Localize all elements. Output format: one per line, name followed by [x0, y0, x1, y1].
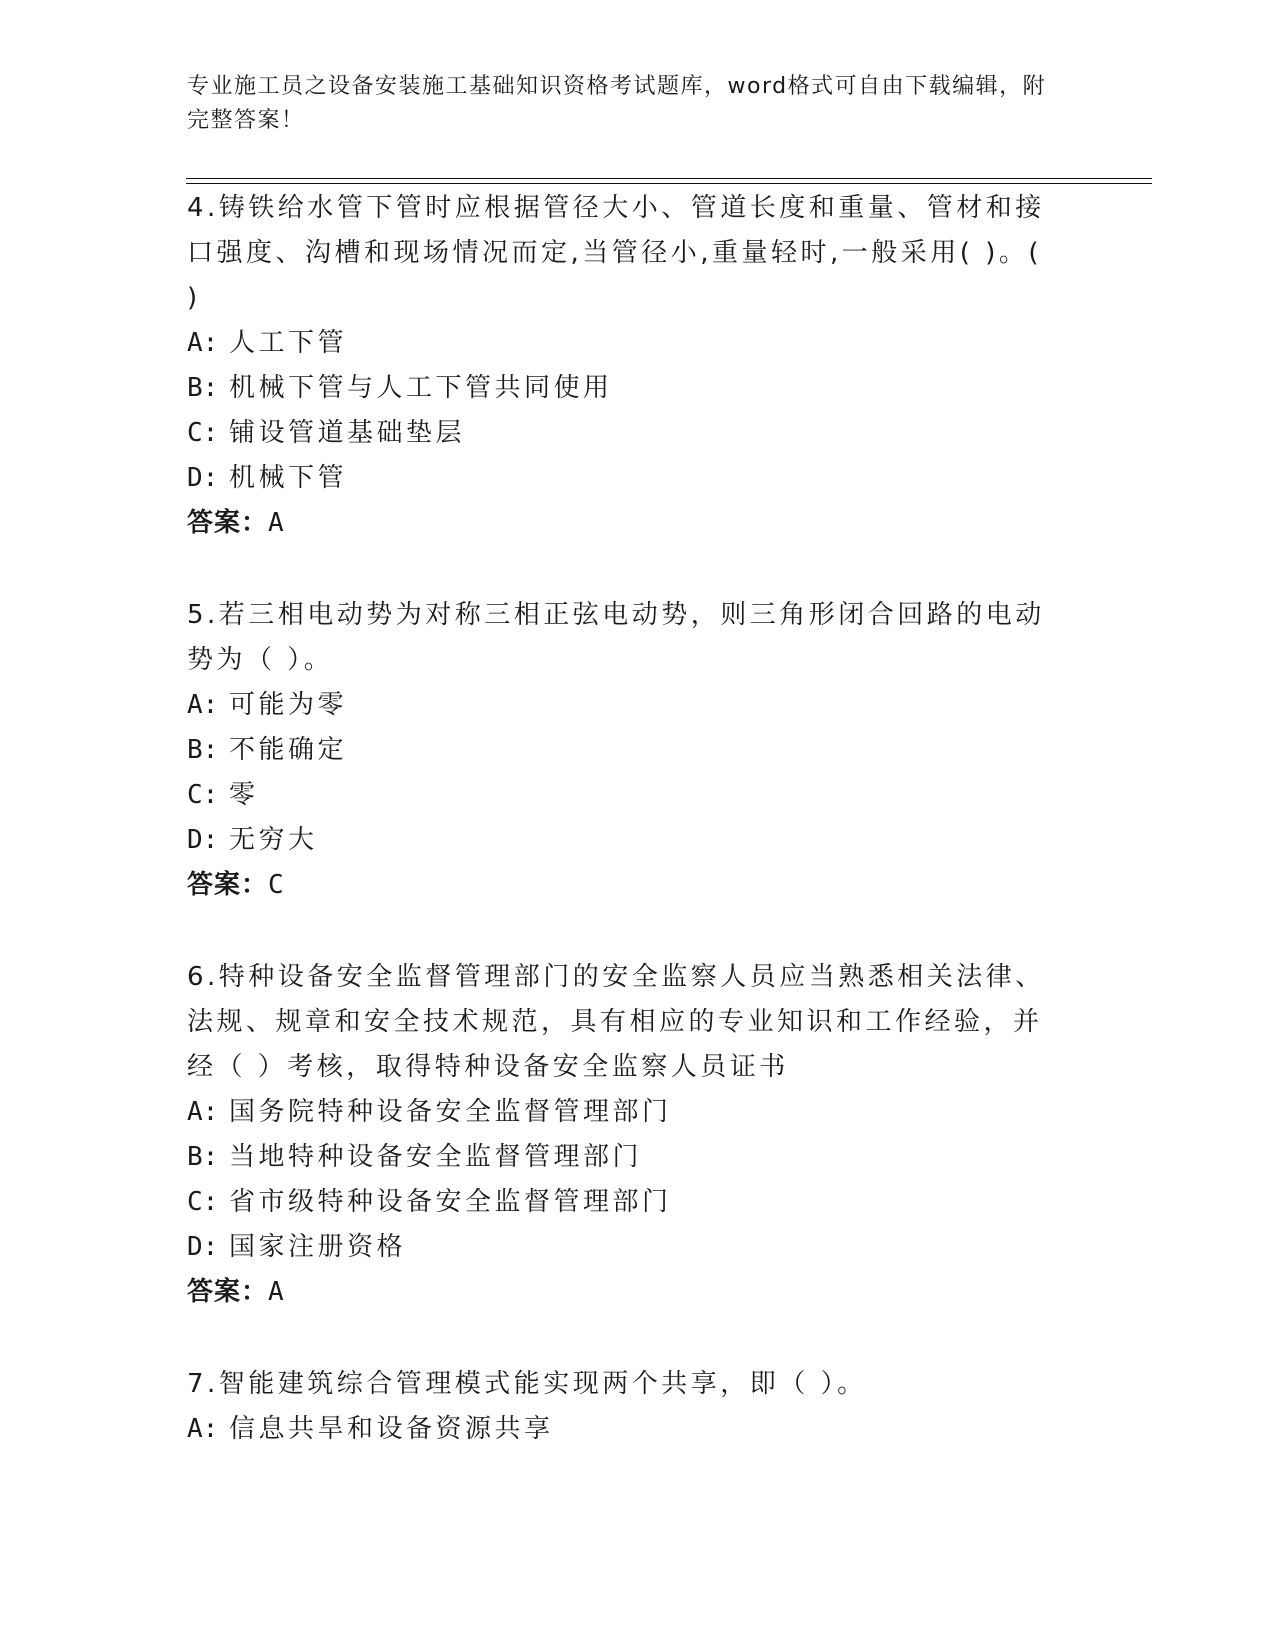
option-letter: B:: [187, 1142, 219, 1172]
option-b: [187, 1135, 1067, 1180]
answer-value: A: [268, 508, 285, 538]
answer-label: 答案：: [187, 870, 269, 900]
question-stem: 5.若三相电动势为对称三相正弦电动势，则三角形闭合回路的电动势为（ ）。: [187, 600, 1045, 675]
option-text: 无穷大: [229, 825, 318, 855]
option-text: 当地特种设备安全监督管理部门: [229, 1142, 643, 1172]
option-letter: A:: [187, 690, 219, 720]
option-letter: C:: [187, 1187, 219, 1217]
option-text: 国家注册资格: [229, 1232, 407, 1262]
answer-line: [187, 1270, 1067, 1315]
question-6: [187, 955, 1067, 1315]
answer-value: C: [268, 870, 285, 900]
option-letter: B:: [187, 735, 219, 765]
header-divider-top: [186, 178, 1152, 179]
option-text: 省市级特种设备安全监督管理部门: [229, 1187, 672, 1217]
option-text: 机械下管: [229, 463, 348, 493]
option-letter: A:: [187, 328, 219, 358]
option-text: 零: [229, 780, 259, 810]
option-a: [187, 683, 1067, 728]
question-4: [187, 186, 1067, 546]
option-text: 不能确定: [229, 735, 348, 765]
option-d: [187, 1225, 1067, 1270]
question-7: [187, 1362, 1067, 1452]
question-stem: 6.特种设备安全监督管理部门的安全监察人员应当熟悉相关法律、法规、规章和安全技术规范，具有相应的专业知识和工作经验，并经（ ）考核，取得特种设备安全监察人员证书: [187, 962, 1045, 1082]
question-spacer: [187, 546, 1067, 593]
answer-line: [187, 501, 1067, 546]
option-letter: B:: [187, 373, 219, 403]
option-letter: A:: [187, 1414, 219, 1444]
option-text: 人工下管: [229, 328, 348, 358]
option-c: [187, 1180, 1067, 1225]
option-a: [187, 1407, 1067, 1452]
answer-value: A: [268, 1277, 285, 1307]
answer-line: [187, 863, 1067, 908]
option-text: 机械下管与人工下管共同使用: [229, 373, 613, 403]
option-a: [187, 321, 1067, 366]
option-text: 可能为零: [229, 690, 348, 720]
question-stem: 7.智能建筑综合管理模式能实现两个共享，即（ ）。: [187, 1369, 867, 1399]
option-letter: C:: [187, 418, 219, 448]
answer-label: 答案：: [187, 1277, 269, 1307]
question-stem: 4.铸铁给水管下管时应根据管径大小、管道长度和重量、管材和接口强度、沟槽和现场情况而定,当管径小,重量轻时,一般采用( )。( ): [187, 193, 1045, 313]
option-text: 国务院特种设备安全监督管理部门: [229, 1097, 672, 1127]
option-letter: D:: [187, 463, 219, 493]
document-header: 专业施工员之设备安装施工基础知识资格考试题库，word格式可自由下载编辑，附完整答案！: [187, 74, 1047, 133]
option-letter: D:: [187, 825, 219, 855]
option-letter: A:: [187, 1097, 219, 1127]
option-a: [187, 1090, 1067, 1135]
option-d: [187, 818, 1067, 863]
option-c: [187, 773, 1067, 818]
answer-label: 答案：: [187, 508, 269, 538]
option-letter: C:: [187, 780, 219, 810]
question-spacer: [187, 1315, 1067, 1362]
header-divider-bottom: [186, 183, 1152, 184]
option-b: [187, 728, 1067, 773]
option-b: [187, 366, 1067, 411]
option-text: 铺设管道基础垫层: [229, 418, 466, 448]
option-d: [187, 456, 1067, 501]
question-5: [187, 593, 1067, 908]
option-text: 信息共旱和设备资源共享: [229, 1414, 554, 1444]
option-letter: D:: [187, 1232, 219, 1262]
question-spacer: [187, 908, 1067, 955]
option-c: [187, 411, 1067, 456]
question-list: [187, 186, 1067, 1452]
